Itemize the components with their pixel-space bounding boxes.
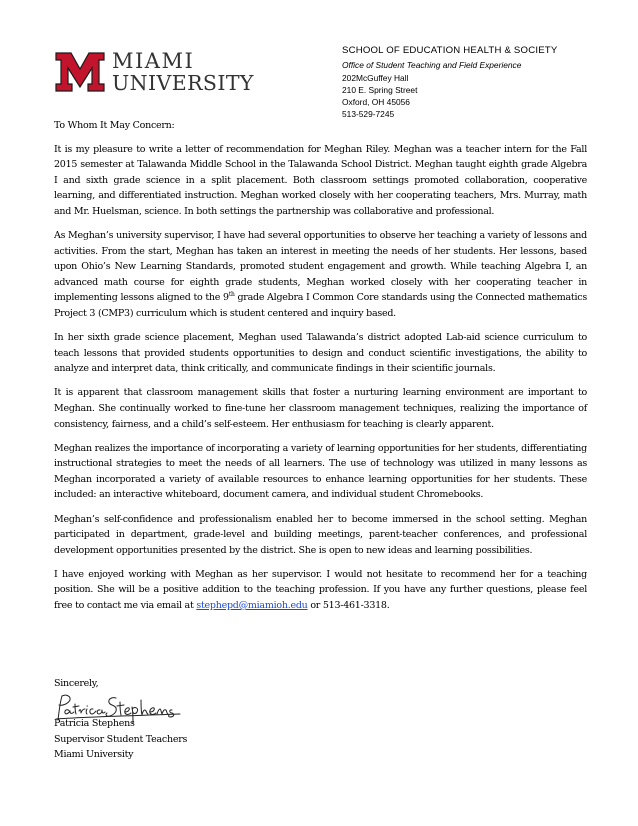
paragraph-observations: As Meghan’s university supervisor, I have had several opportunities to observe her teaching a variety of lessons and activities. From the start, Meghan has taken an interest in meeting the needs of her students. Her lessons, based upon Ohio’s New Learning Standards, promoted student engagement and growth. While teaching Algebra I, an advanced math course for eighth grade students, Meghan worked closely with her cooperating teacher in implementing lessons aligned to the 9th grade Algebra I Common Core standards using the Connected mathematics Project 3 (CMP3) curriculum which is student centered and inquiry based. — [54, 230, 587, 320]
superscript: th — [228, 291, 235, 299]
paragraph-management: It is apparent that classroom management skills that foster a nurturing learning environment are important to Meghan. She continually worked to fine-tune her classroom management techniques, realizing the importance of consistency, fairness, and a child’s self-esteem. Her enthusiasm for teaching is clearly apparent. — [54, 387, 587, 430]
paragraph-technology: Meghan realizes the importance of incorporating a variety of learning opportunities for her students, differentiating instructional strategies to meet the needs of all learners. The use of technology was utilized in many lessons as Meghan incorporated a variety of available resources to enhance learning opportunities for her students. These included: an interactive whiteboard, document camera, and individual student Chromebooks. — [54, 442, 587, 501]
miami-university-logo — [54, 46, 264, 100]
logo-wordmark-miami: MIAMI — [112, 49, 195, 73]
office-name: Office of Student Teaching and Field Experience — [342, 60, 522, 70]
m-logo-icon — [54, 46, 106, 98]
greeting: To Whom It May Concern: — [54, 120, 175, 131]
address-line: Oxford, OH 45056 — [342, 97, 410, 107]
paragraph-professionalism: Meghan’s self-confidence and professionalism enabled her to become immersed in the school setting. Meghan participated in department, grade-level and building meetings, parent-teacher conferences, and professional development opportunities presented by the district. She is open to new ideas and learning possibilities. — [54, 513, 587, 556]
signer-title: Supervisor Student Teachers — [54, 733, 188, 745]
signature-block — [54, 716, 187, 763]
signer-name: Patricia Stephens — [54, 718, 135, 729]
address-line: 210 E. Spring Street — [342, 85, 418, 95]
phone-line: 513-529-7245 — [342, 109, 395, 119]
school-name: SCHOOL OF EDUCATION HEALTH & SOCIETY — [342, 45, 558, 56]
signer-organization: Miami University — [54, 749, 134, 761]
paragraph-intro: It is my pleasure to write a letter of recommendation for Meghan Riley. Meghan was a teacher intern for the Fall 2015 semester at Talawanda Middle School in the Talawanda School District. Meghan taught eighth grade Algebra I and sixth grade science in a split placement. Both classroom settings promoted collaboration, cooperative learning, and differentiated instruction. Meghan worked closely with her cooperating teachers, Mrs. Murray, math and Mr. Huelsman, science. In both settings the partnership was collaborative and professional. — [54, 143, 587, 217]
paragraph-conclusion: I have enjoyed working with Meghan as her supervisor. I would not hesitate to recommend her for a teaching position. She will be a positive addition to the teaching profession. If you have any further questions, please feel free to contact me via email at stephepd@miamioh.edu or 513-461-3318. — [54, 568, 587, 612]
logo-wordmark-university: UNIVERSITY — [112, 71, 254, 95]
paragraph-science: In her sixth grade science placement, Meghan used Talawanda’s district adopted Lab-aid science curriculum to teach lessons that provided students opportunities to design and conduct scientific investigations, the ability to analyze and interpret data, think critically, and communicate findings in their scientific journals. — [54, 332, 587, 375]
address-line: 202McGuffey Hall — [342, 73, 409, 83]
department-info — [342, 45, 612, 120]
closing: Sincerely, — [54, 678, 99, 689]
email-link[interactable]: stephepd@miamioh.edu — [196, 600, 308, 612]
letter-body — [54, 118, 587, 622]
